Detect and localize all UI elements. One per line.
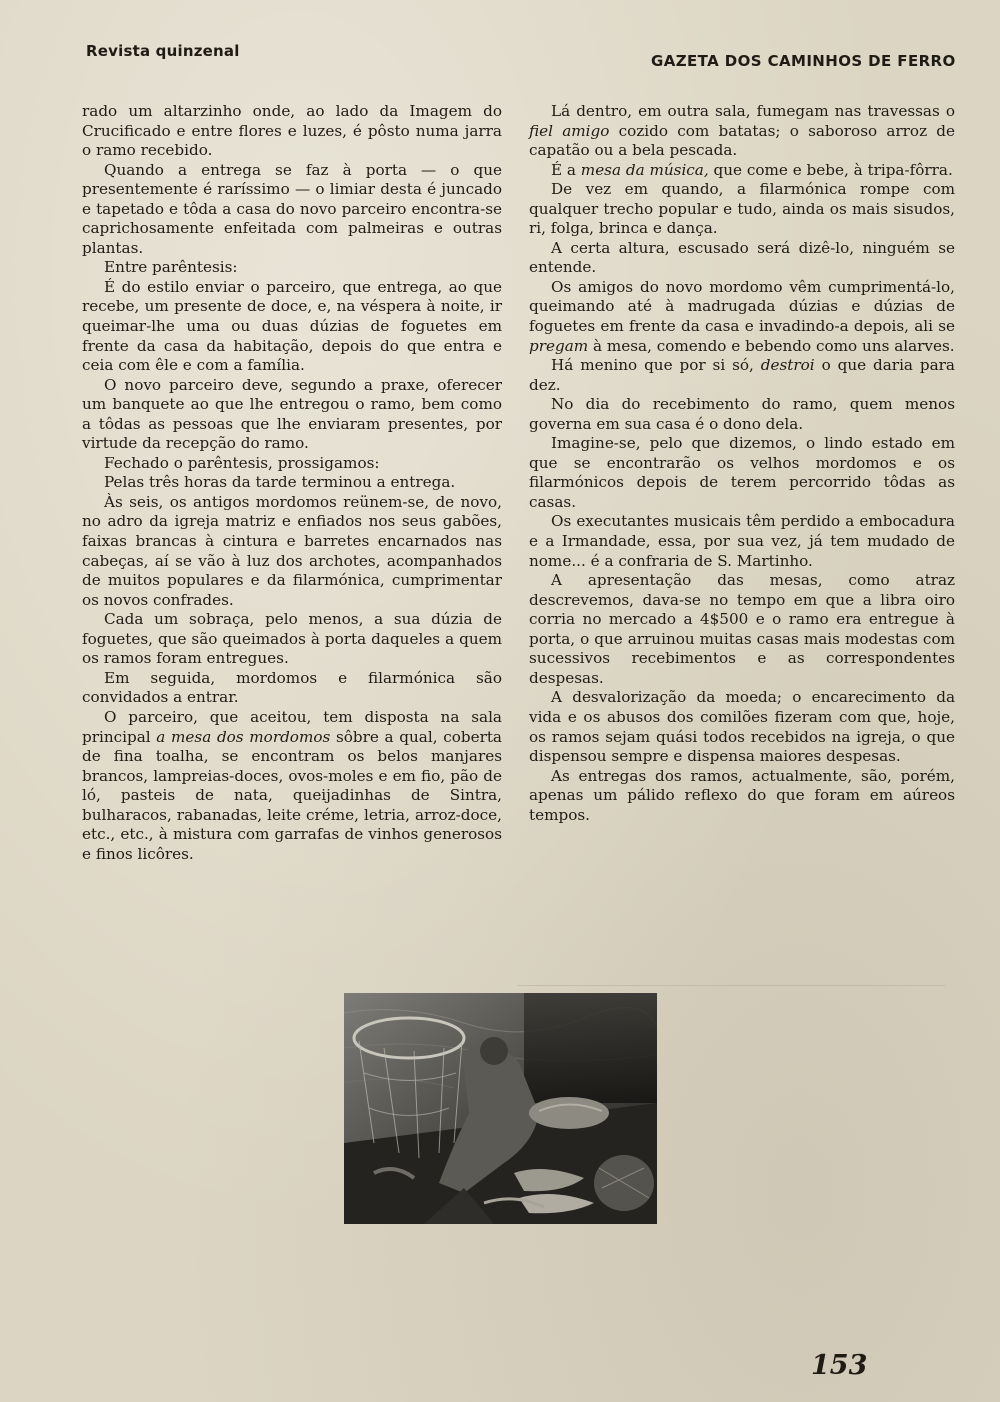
left-column-paragraph: Em seguida, mordomos e filarmónica são convidados a entrar. — [82, 668, 502, 707]
page-number: 153 — [811, 1350, 868, 1381]
right-column-paragraph: A apresentação das mesas, como atraz descrevemos, dava-se no tempo em que a libra oiro corria no mercado a 4$500 e o ramo era entregue à porta, o que arruinou muitas casas mais modestas com sucessivos recebimentos e as correspondentes despesas. — [529, 571, 955, 687]
fisherman-photo — [344, 993, 657, 1224]
right-column-paragraph: Há menino que por si só, destroi o que daria para dez. — [529, 356, 955, 394]
right-column-paragraph: De vez em quando, a filarmónica rompe com qualquer trecho popular e tudo, ainda os mais sisudos, ri, folga, brinca e dança. — [529, 180, 955, 238]
right-column-paragraph: A certa altura, escusado será dizê-lo, ninguém se entende. — [529, 238, 955, 277]
right-column-paragraph: No dia do recebimento do ramo, quem menos governa em sua casa é o dono dela. — [529, 395, 955, 433]
left-column-paragraph: Pelas três horas da tarde terminou a entrega. — [104, 473, 456, 492]
left-column-paragraph: rado um altarzinho onde, ao lado da Imagem do Crucificado e entre flores e luzes, é pôsto numa jarra o ramo recebido. — [82, 102, 502, 160]
left-column-paragraph: Às seis, os antigos mordomos reünem-se, de novo, no adro da igreja matriz e enfiados nos seus gabões, faixas brancas à cintura e barretes encarnados nas cabeças, aí se vão à luz dos archotes, acompanhados de muitos populares e da filarmónica, cumprimentar os novos confrades. — [82, 492, 502, 609]
header-magazine-title: GAZETA DOS CAMINHOS DE FERRO — [651, 52, 956, 70]
left-column-paragraph: Entre parêntesis: — [104, 258, 238, 277]
right-column-paragraph: Os executantes musicais têm perdido a embocadura e a Irmandade, essa, por sua vez, já tem mudado de nome... é a confraria de S. Martinho. — [529, 512, 955, 570]
right-column-paragraph: As entregas dos ramos, actualmente, são, porém, apenas um pálido reflexo do que foram em aúreos tempos. — [529, 766, 955, 824]
right-column-paragraph: Imagine-se, pelo que dizemos, o lindo estado em que se encontrarão os velhos mordomos e os filarmónicos depois de terem percorrido tôdas as casas. — [529, 434, 955, 511]
left-column-paragraph: O novo parceiro deve, segundo a praxe, oferecer um banquete ao que lhe entregou o ramo, bem como a tôdas as pessoas que lhe enviaram presentes, por virtude da recepção do ramo. — [82, 375, 502, 453]
left-column-paragraph: É do estilo enviar o parceiro, que entrega, ao que recebe, um presente de doce, e, na véspera à noite, ir queimar-lhe uma ou duas dúzias de foguetes em frente da casa da habitação, depois do que entra e ceia com êle e com a família. — [82, 277, 502, 375]
right-column-paragraph: A desvalorização da moeda; o encarecimento da vida e os abusos dos comilões fizeram com que, hoje, os ramos sejam quási todos recebidos na igreja, o que dispensou sempre e dispensa maiores despesas. — [529, 688, 955, 766]
left-column-paragraph: Quando a entrega se faz à porta — o que presentemente é raríssimo — o limiar desta é juncado e tapetado e tôda a casa do novo parceiro encontra-se caprichosamente enfeitada com palmeiras e outras plantas. — [82, 160, 502, 257]
left-column-paragraph: Cada um sobraça, pelo menos, a sua dúzia de foguetes, que são queimados à porta daqueles a quem os ramos foram entregues. — [82, 610, 502, 668]
fisherman-photo-illustration — [344, 993, 657, 1224]
right-column-paragraph: Os amigos do novo mordomo vêm cumprimentá-lo, queimando até à madrugada dúzias e dúzias de foguetes em frente da casa e invadindo-a depois, ali se pregam à mesa, comendo e bebendo como uns alarves. — [529, 277, 955, 355]
left-text-column — [82, 102, 502, 864]
right-column-paragraph: É a mesa da música, que come e bebe, à tripa-fôrra. — [551, 160, 953, 179]
left-column-paragraph: Fechado o parêntesis, prossigamos: — [104, 453, 380, 472]
right-column-paragraph: Lá dentro, em outra sala, fumegam nas travessas o fiel amigo cozido com batatas; o saboroso arroz de capatão ou a bela pescada. — [529, 102, 956, 160]
left-column-paragraph: O parceiro, que aceitou, tem disposta na sala principal a mesa dos mordomos sôbre a qual, coberta de fina toalha, se encontram os belos manjares brancos, lampreias-doces, ovos-moles e em fio, pão de ló, pasteis de nata, queijadinhas de Sintra, bulharacos, rabanadas, leite créme, letria, arroz-doce, etc., etc., à mistura com garrafas de vinhos generosos e finos licôres. — [82, 707, 502, 863]
header-publication-type: Revista quinzenal — [86, 42, 240, 60]
right-text-column — [529, 102, 955, 825]
